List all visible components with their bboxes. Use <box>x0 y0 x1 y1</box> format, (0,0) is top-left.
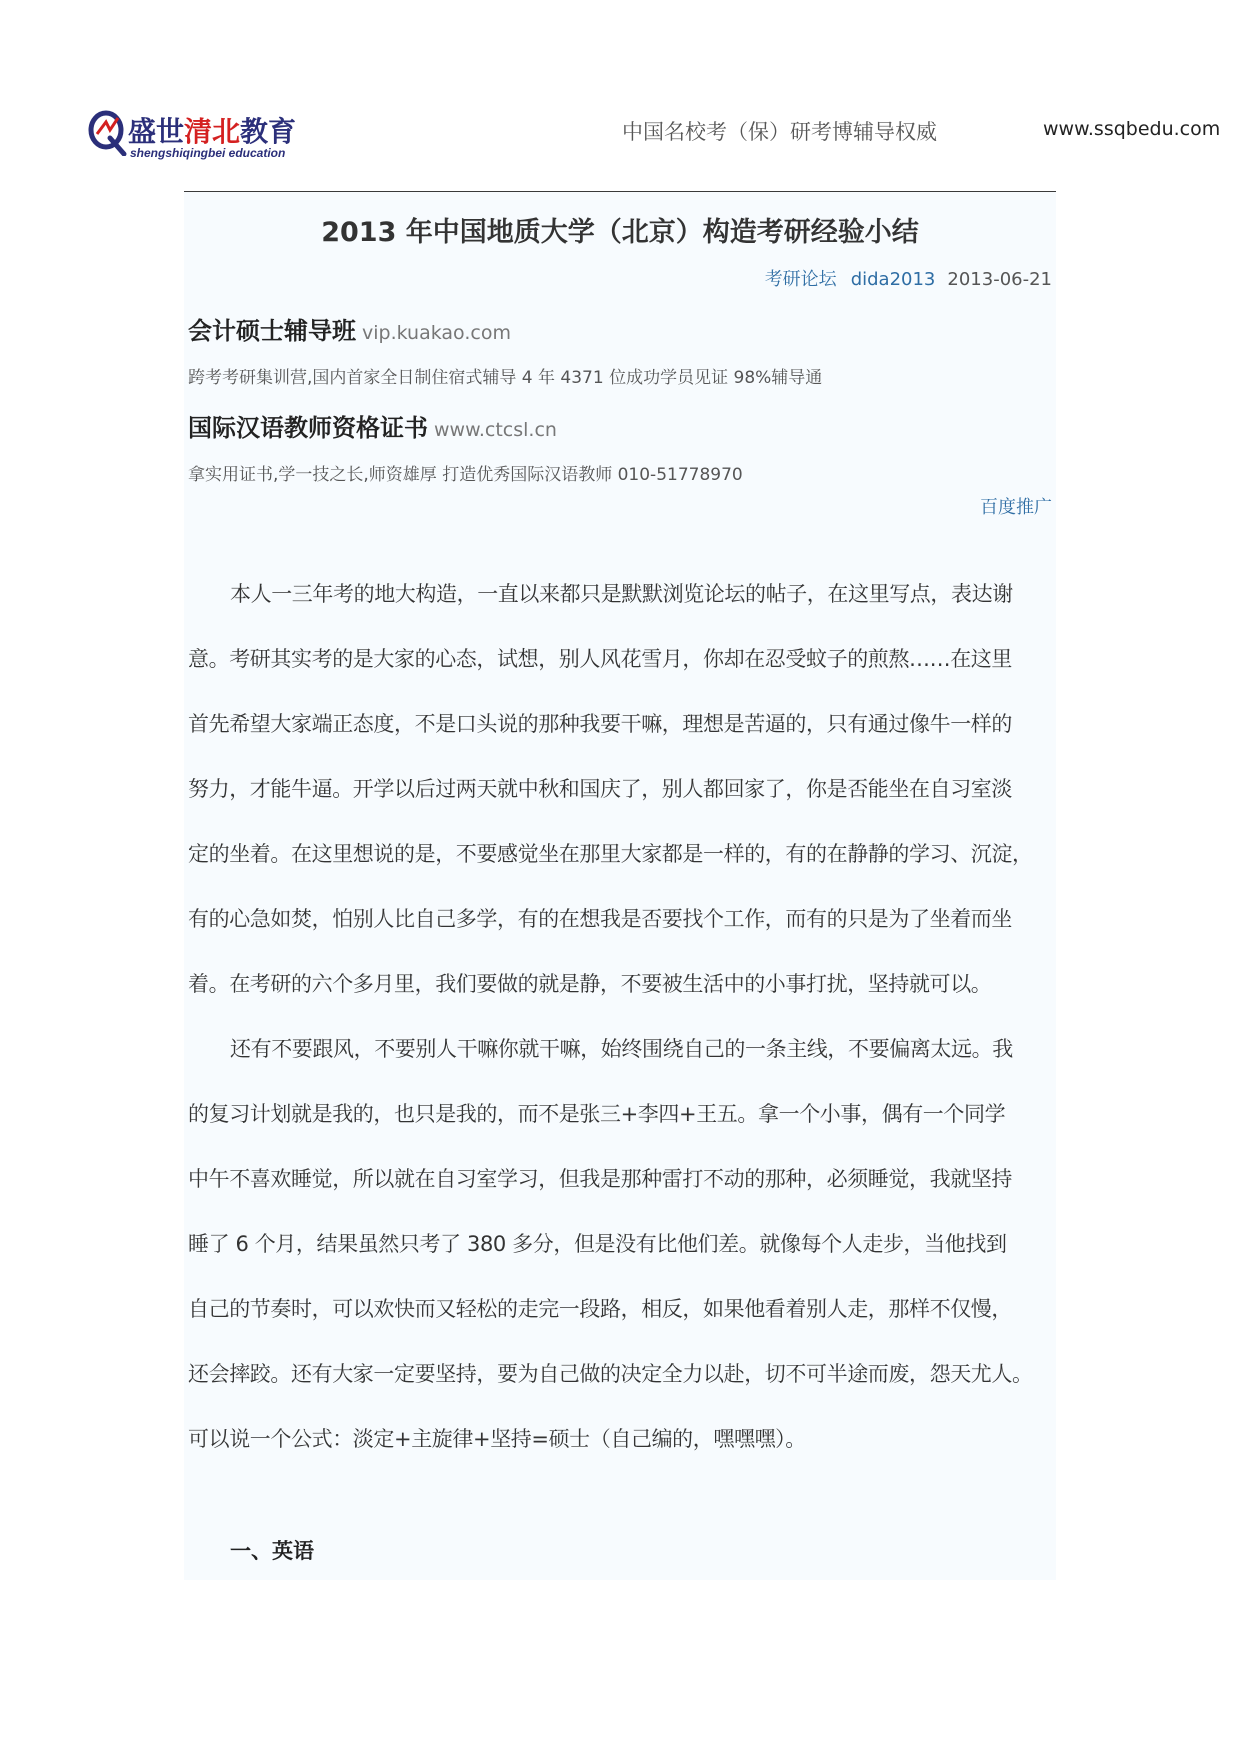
body-line: 本人一三年考的地大构造，一直以来都只是默默浏览论坛的帖子，在这里写点，表达谢 <box>230 582 1013 606</box>
baidu-promotion-link[interactable]: 百度推广 <box>980 497 1052 518</box>
ad-url: vip.kuakao.com <box>362 322 511 344</box>
body-line: 意。考研其实考的是大家的心态，试想，别人风花雪月，你却在忍受蚊子的煎熬……在这里 <box>188 647 1012 671</box>
website-link[interactable]: www.ssqbedu.com <box>1043 118 1221 140</box>
body-line: 着。在考研的六个多月里，我们要做的就是静，不要被生活中的小事打扰，坚持就可以。 <box>188 972 992 996</box>
logo-text-cn: 盛世清北教育 <box>128 115 297 148</box>
body-line: 还有不要跟风，不要别人干嘛你就干嘛，始终围绕自己的一条主线，不要偏离太远。我 <box>230 1037 1013 1061</box>
article-title: 2013 年中国地质大学（北京）构造考研经验小结 <box>321 217 919 248</box>
body-line: 可以说一个公式：淡定+主旋律+坚持=硕士（自己编的，嘿嘿嘿）。 <box>188 1427 806 1451</box>
q-logo-icon <box>88 108 128 156</box>
source-link[interactable]: 考研论坛 <box>764 269 837 290</box>
body-line: 的复习计划就是我的，也只是我的，而不是张三+李四+王五。拿一个小事，偶有一个同学 <box>188 1102 1006 1126</box>
body-line: 首先希望大家端正态度，不是口头说的那种我要干嘛，理想是苦逼的，只有通过像牛一样的 <box>188 712 1012 736</box>
article-meta <box>765 265 1052 291</box>
body-line: 睡了 6 个月，结果虽然只考了 380 多分，但是没有比他们差。就像每个人走步，当他找到 <box>188 1232 1007 1256</box>
section-heading: 一、英语 <box>230 1539 314 1563</box>
ad-url: www.ctcsl.cn <box>434 419 557 441</box>
body-line: 还会摔跤。还有大家一定要坚持，要为自己做的决定全力以赴，切不可半途而废，怨天尤人。 <box>188 1362 1033 1386</box>
header-slogan: 中国名校考（保）研考博辅导权威 <box>622 120 937 144</box>
body-line: 努力，才能牛逼。开学以后过两天就中秋和国庆了，别人都回家了，你是否能坐在自习室淡 <box>188 777 1012 801</box>
ad-title: 国际汉语教师资格证书 <box>188 414 428 442</box>
ad-title: 会计硕士辅导班 <box>188 317 356 345</box>
logo-text-en: shengshiqingbei education <box>130 146 286 160</box>
brand-logo[interactable] <box>88 106 297 164</box>
ad-link-1[interactable] <box>188 311 511 346</box>
ad-link-2[interactable] <box>188 408 557 443</box>
post-date: 2013-06-21 <box>947 269 1052 290</box>
ad-description-2: 拿实用证书,学一技之长,师资雄厚 打造优秀国际汉语教师 010-51778970 <box>188 465 743 485</box>
author-link[interactable]: dida2013 <box>850 269 936 290</box>
ad-description-1: 跨考考研集训营,国内首家全日制住宿式辅导 4 年 4371 位成功学员见证 98%辅导通 <box>188 368 823 388</box>
body-line: 定的坐着。在这里想说的是，不要感觉坐在那里大家都是一样的，有的在静静的学习、沉淀， <box>188 842 1033 866</box>
body-line: 中午不喜欢睡觉，所以就在自习室学习，但我是那种雷打不动的那种，必须睡觉，我就坚持 <box>188 1167 1012 1191</box>
body-line: 有的心急如焚，怕别人比自己多学，有的在想我是否要找个工作，而有的只是为了坐着而坐 <box>188 907 1012 931</box>
body-line: 自己的节奏时，可以欢快而又轻松的走完一段路，相反，如果他看着别人走，那样不仅慢， <box>188 1297 1012 1321</box>
